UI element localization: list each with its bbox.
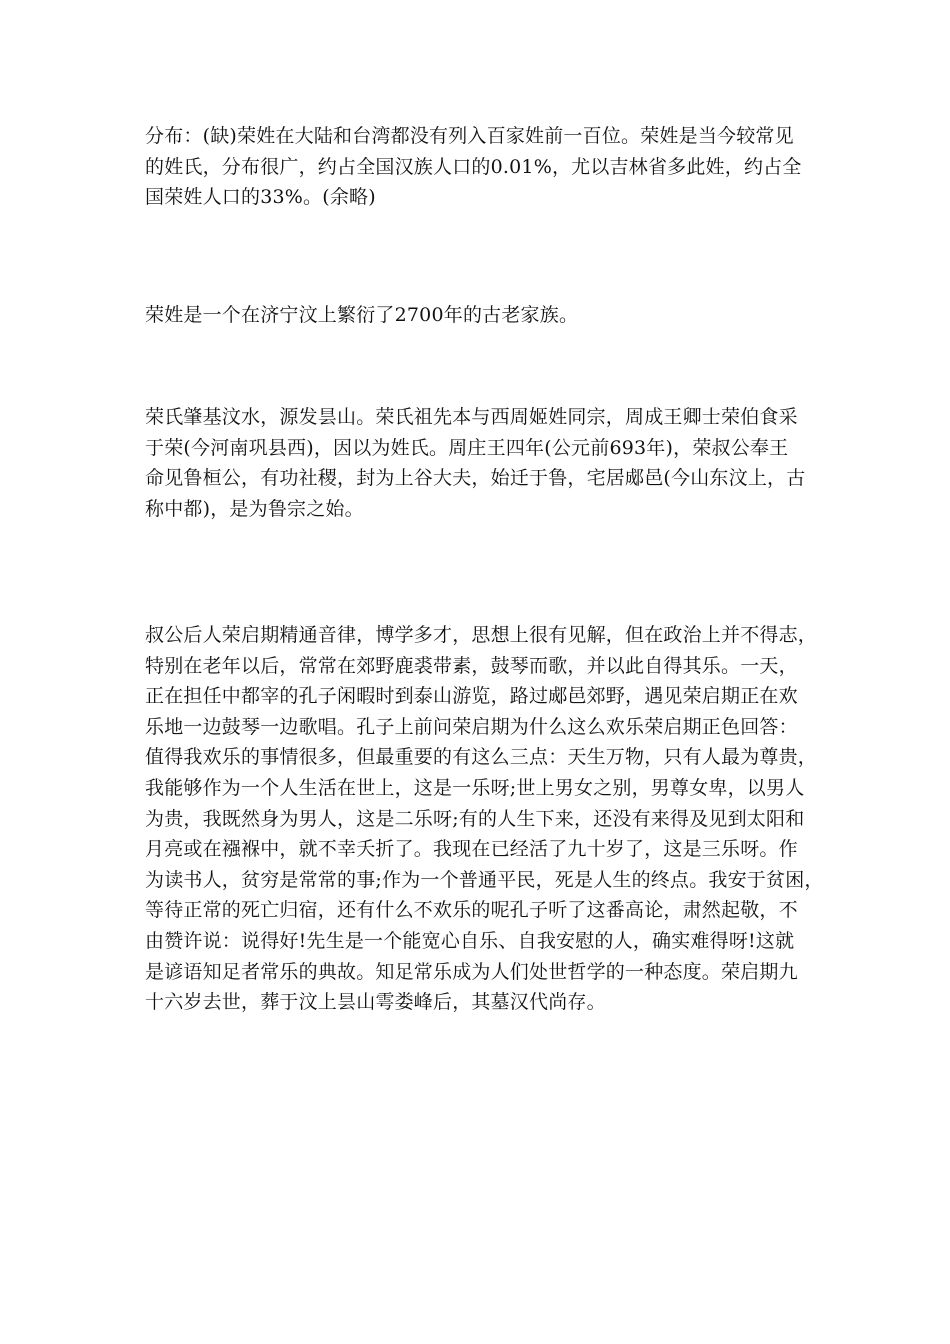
- text-line: 特别在老年以后，常常在郊野鹿裘带素，鼓琴而歌，并以此自得其乐。一天，: [145, 654, 798, 677]
- text-line: 十六岁去世，葬于汶上昙山雩娄峰后，其墓汉代尚存。: [145, 991, 606, 1014]
- paragraph-distribution: [145, 121, 815, 213]
- paragraph-ancient-family: [145, 300, 815, 331]
- text-line: 叔公后人荣启期精通音律，博学多才，思想上很有见解，但在政治上并不得志，: [145, 624, 818, 646]
- text-line: 为贵，我既然身为男人，这是二乐呀;有的人生下来，还没有来得及见到太阳和: [145, 807, 805, 830]
- text-line: 国荣姓人口的33%。(余略): [145, 186, 376, 209]
- text-line: 分布：(缺)荣姓在大陆和台湾都没有列入百家姓前一百位。荣姓是当今较常见: [145, 125, 794, 147]
- text-line: 荣氏肇基汶水，源发昙山。荣氏祖先本与西周姬姓同宗，周成王卿士荣伯食采: [145, 406, 798, 428]
- text-line: 月亮或在襁褓中，就不幸夭折了。我现在已经活了九十岁了，这是三乐呀。作: [145, 838, 798, 861]
- text-line: 于荣(今河南巩县西)，因以为姓氏。周庄王四年(公元前693年)，荣叔公奉王: [145, 436, 789, 459]
- text-line: 由赞许说：说得好!先生是一个能宽心自乐、自我安慰的人，确实难得呀!这就: [145, 929, 795, 952]
- text-line: 荣姓是一个在济宁汶上繁衍了2700年的古老家族。: [145, 304, 579, 326]
- text-line: 是谚语知足者常乐的典故。知足常乐成为人们处世哲学的一种态度。荣启期九: [145, 960, 798, 983]
- text-line: 的姓氏，分布很广，约占全国汉族人口的0.01%，尤以吉林省多此姓，约占全: [145, 155, 802, 178]
- paragraph-rong-qiqi-story: [145, 620, 824, 1018]
- text-line: 称中都)，是为鲁宗之始。: [145, 497, 364, 520]
- text-line: 乐地一边鼓琴一边歌唱。孔子上前问荣启期为什么这么欢乐荣启期正色回答：: [145, 715, 798, 738]
- paragraph-origin: [145, 402, 815, 524]
- text-line: 我能够作为一个人生活在世上，这是一乐呀;世上男女之别，男尊女卑，以男人: [145, 776, 805, 799]
- text-line: 等待正常的死亡归宿，还有什么不欢乐的呢孔子听了这番高论，肃然起敬，不: [145, 899, 798, 922]
- text-line: 值得我欢乐的事情很多，但最重要的有这么三点：天生万物，只有人最为尊贵，: [145, 746, 818, 769]
- text-line: 为读书人，贫穷是常常的事;作为一个普通平民，死是人生的终点。我安于贫困，: [145, 868, 824, 891]
- text-line: 命见鲁桓公，有功社稷，封为上谷大夫，始迁于鲁，宅居郕邑(今山东汶上，古: [145, 467, 806, 490]
- text-line: 正在担任中都宰的孔子闲暇时到泰山游览，路过郕邑郊野，遇见荣启期正在欢: [145, 685, 798, 708]
